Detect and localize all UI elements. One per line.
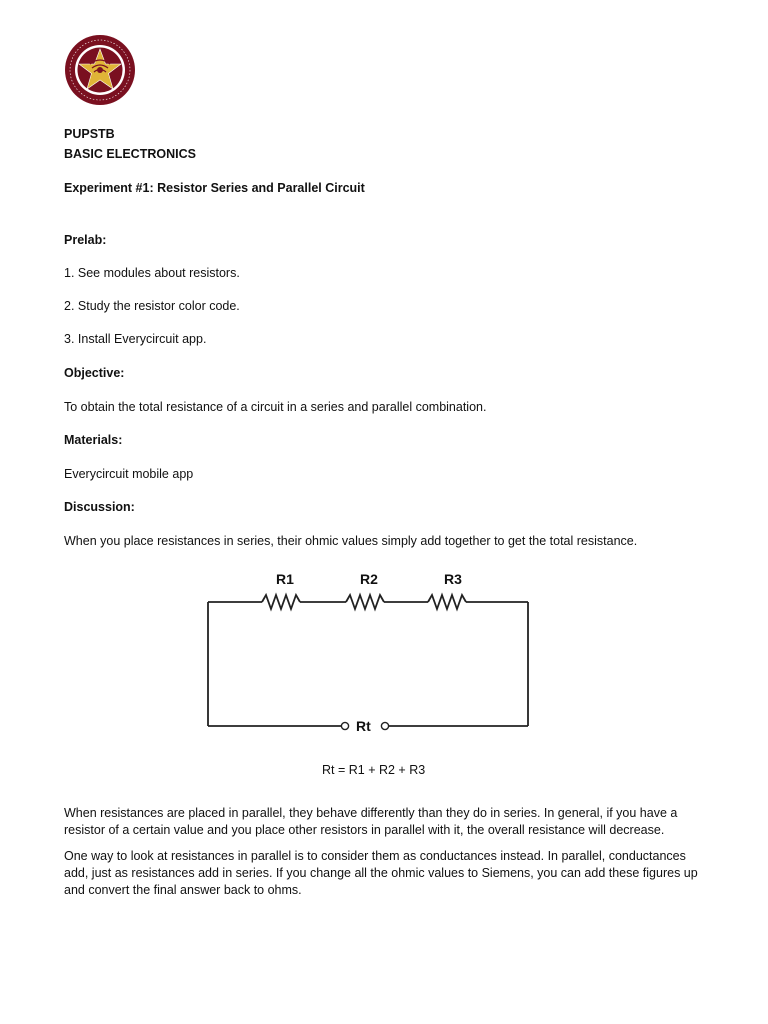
- terminal-left: [341, 722, 348, 729]
- university-seal-logo: [62, 34, 138, 106]
- series-circuit-diagram: [200, 562, 540, 738]
- discussion-intro: When you place resistances in series, their ohmic values simply add together to get the total resistance.: [64, 534, 638, 548]
- course-title: BASIC ELECTRONICS: [64, 147, 196, 161]
- terminal-right: [381, 722, 388, 729]
- prelab-heading: Prelab:: [64, 233, 107, 247]
- materials-heading: Materials:: [64, 433, 123, 447]
- prelab-item: 2. Study the resistor color code.: [64, 299, 240, 313]
- label-rt: Rt: [356, 718, 371, 734]
- objective-heading: Objective:: [64, 366, 125, 380]
- resistor-r2-symbol: [346, 595, 384, 609]
- prelab-item: 1. See modules about resistors.: [64, 266, 240, 280]
- discussion-heading: Discussion:: [64, 500, 135, 514]
- prelab-item: 3. Install Everycircuit app.: [64, 332, 207, 346]
- label-r1: R1: [276, 571, 294, 587]
- resistor-r3-symbol: [428, 595, 466, 609]
- experiment-title: Experiment #1: Resistor Series and Parallel Circuit: [64, 181, 365, 195]
- parallel-paragraph: When resistances are placed in parallel, they behave differently than they do in series. In general, if you have a resistor of a certain value and you place other resistors in parallel with it, the overall resistance will decrease.: [64, 806, 678, 837]
- conductance-paragraph: One way to look at resistances in parallel is to consider them as conductances instead. In parallel, conductances add, just as resistances add in series. If you change all the ohmic values to Siemens, you can add these figures up and convert the final answer back to ohms.: [64, 849, 698, 897]
- label-r3: R3: [444, 571, 462, 587]
- resistor-r1-symbol: [262, 595, 300, 609]
- materials-text: Everycircuit mobile app: [64, 467, 194, 481]
- course-code: PUPSTB: [64, 127, 115, 141]
- label-r2: R2: [360, 571, 378, 587]
- series-formula: Rt = R1 + R2 + R3: [322, 763, 426, 777]
- objective-text: To obtain the total resistance of a circuit in a series and parallel combination.: [64, 400, 487, 414]
